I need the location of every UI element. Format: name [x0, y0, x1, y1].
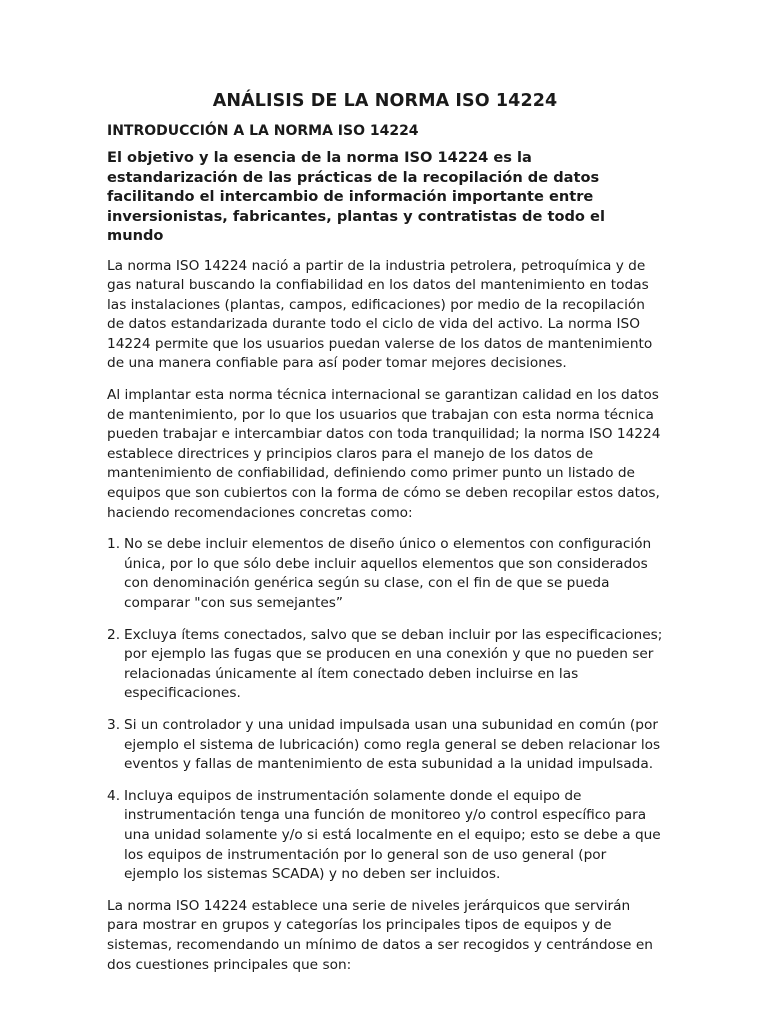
section-heading: INTRODUCCIÓN A LA NORMA ISO 14224 [107, 123, 419, 139]
lead-paragraph: El objetivo y la esencia de la norma ISO 14224 es la estandarización de las prácticas de la recopilación de datos facilitando el intercambio de información importante entre inversionistas, fabricantes, plantas y contratistas de todo el mundo [107, 149, 605, 244]
list-number: 1. [107, 536, 121, 553]
list-number: 4. [107, 787, 121, 804]
list-item [107, 716, 663, 775]
paragraph-origin: La norma ISO 14224 nació a partir de la industria petrolera, petroquímica y de gas natural buscando la confiabilidad en los datos del mantenimiento en todas las instalaciones (plantas, campos, edificaciones) por medio de la recopilación de datos estandarizada durante todo el ciclo de vida del activo. La norma ISO 14224 permite que los usuarios puedan valerse de los datos de mantenimiento de una manera confiable para así poder tomar mejores decisiones. [107, 257, 653, 372]
list-number: 2. [107, 626, 121, 643]
recommendations-list [107, 535, 663, 885]
list-text: Excluya ítems conectados, salvo que se deban incluir por las especificaciones; por ejemplo las fugas que se producen en una conexión y que no pueden ser relacionadas únicamente al ítem conectado deben incluirse en las especificaciones. [124, 626, 663, 702]
document-page [107, 88, 663, 987]
list-item [107, 535, 663, 613]
list-text: Incluya equipos de instrumentación solamente donde el equipo de instrumentación tenga una función de monitoreo y/o control específico para una unidad solamente y/o si está localmente en el equipo; esto se debe a que los equipos de instrumentación por lo general son de uso general (por ejemplo los sistemas SCADA) y no deben ser incluidos. [124, 787, 661, 883]
paragraph-implementation: Al implantar esta norma técnica internacional se garantizan calidad en los datos de mantenimiento, por lo que los usuarios que trabajan con esta norma técnica pueden trabajar e intercambiar datos con toda tranquilidad; la norma ISO 14224 establece directrices y principios claros para el manejo de los datos de mantenimiento de confiabilidad, definiendo como primer punto un listado de equipos que son cubiertos con la forma de cómo se deben recopilar estos datos, haciendo recomendaciones concretas como: [107, 387, 661, 521]
list-item [107, 626, 663, 704]
list-text: No se debe incluir elementos de diseño único o elementos con configuración única, por lo que sólo debe incluir aquellos elementos que son considerados con denominación genérica según su clase, con el fin de que se pueda comparar "con sus semejantes” [124, 536, 652, 611]
document-title: ANÁLISIS DE LA NORMA ISO 14224 [212, 91, 558, 111]
list-text: Si un controlador y una unidad impulsada usan una subunidad en común (por ejemplo el sistema de lubricación) como regla general se deben relacionar los eventos y fallas de mantenimiento de esta subunidad a la unidad impulsada. [124, 716, 661, 773]
paragraph-closing: La norma ISO 14224 establece una serie de niveles jerárquicos que servirán para mostrar en grupos y categorías los principales tipos de equipos y de sistemas, recomendando un mínimo de datos a ser recogidos y centrándose en dos cuestiones principales que son: [107, 897, 653, 973]
list-number: 3. [107, 716, 121, 733]
list-item [107, 787, 663, 885]
